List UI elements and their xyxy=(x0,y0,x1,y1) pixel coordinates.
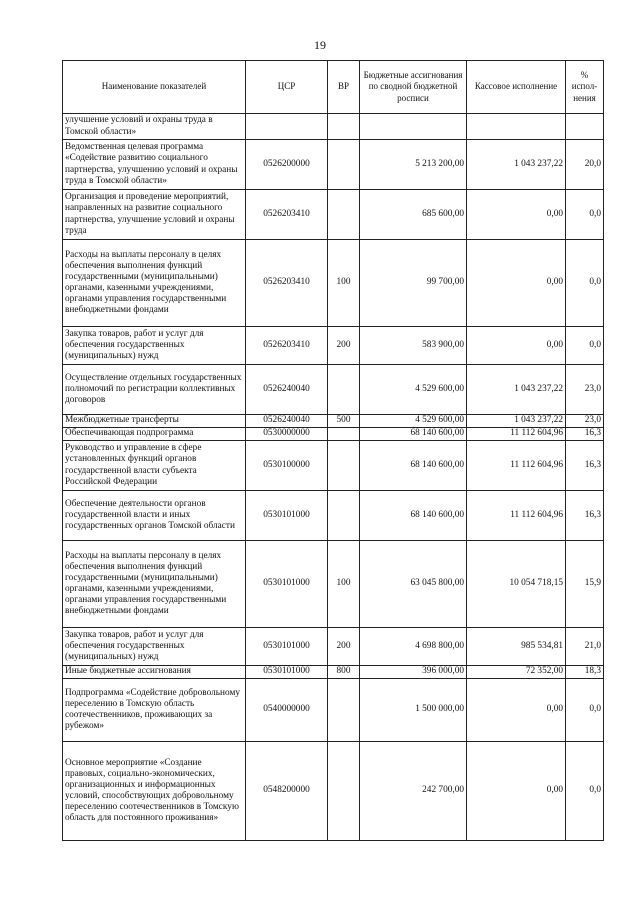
cell-vr xyxy=(328,491,360,541)
cell-assignments: 4 698 800,00 xyxy=(360,628,467,666)
cell-assignments: 583 900,00 xyxy=(360,327,467,365)
cell-name: Иные бюджетные ассигнования xyxy=(63,666,246,679)
cell-csr: 0548200000 xyxy=(246,742,328,841)
cell-cash: 0,00 xyxy=(467,190,566,240)
header-cash: Кассовое исполнение xyxy=(467,61,566,114)
cell-percent: 0,0 xyxy=(566,240,604,327)
cell-cash: 0,00 xyxy=(467,327,566,365)
cell-vr: 200 xyxy=(328,327,360,365)
cell-assignments: 4 529 600,00 xyxy=(360,415,467,428)
cell-vr xyxy=(328,679,360,742)
cell-cash: 0,00 xyxy=(467,679,566,742)
cell-cash: 0,00 xyxy=(467,240,566,327)
table-row xyxy=(63,742,604,841)
table-row xyxy=(63,190,604,240)
table-row xyxy=(63,240,604,327)
header-vr: ВР xyxy=(328,61,360,114)
budget-execution-table xyxy=(62,60,604,841)
cell-assignments: 5 213 200,00 xyxy=(360,140,467,190)
table-row xyxy=(63,491,604,541)
cell-name: Закупка товаров, работ и услуг для обеспечения государственных (муниципальных) нужд xyxy=(63,628,246,666)
page-number: 19 xyxy=(314,38,326,52)
cell-percent: 23,0 xyxy=(566,415,604,428)
cell-percent: 23,0 xyxy=(566,365,604,415)
table-row xyxy=(63,666,604,679)
cell-name: Организация и проведение мероприятий, направленных на развитие социального партнерства, улучшение условий и охраны труда xyxy=(63,190,246,240)
cell-vr xyxy=(328,114,360,140)
cell-cash: 11 112 604,96 xyxy=(467,428,566,441)
cell-percent: 16,3 xyxy=(566,441,604,491)
cell-name: Основное мероприятие «Создание правовых, социально-экономических, организационных и информационных условий, способствующих добровольному переселению соотечественников в Томскую область для постоянного проживания» xyxy=(63,742,246,841)
cell-csr: 0526240040 xyxy=(246,365,328,415)
cell-csr: 0526203410 xyxy=(246,327,328,365)
cell-name: Закупка товаров, работ и услуг для обеспечения государственных (муниципальных) нужд xyxy=(63,327,246,365)
cell-percent: 21,0 xyxy=(566,628,604,666)
cell-name: Подпрограмма «Содействие добровольному переселению в Томскую область соотечественников, проживающих за рубежом» xyxy=(63,679,246,742)
cell-csr: 0530000000 xyxy=(246,428,328,441)
cell-csr: 0530101000 xyxy=(246,491,328,541)
cell-vr xyxy=(328,742,360,841)
cell-csr: 0530101000 xyxy=(246,666,328,679)
cell-csr: 0530101000 xyxy=(246,541,328,628)
cell-vr: 500 xyxy=(328,415,360,428)
header-name: Наименование показателей xyxy=(63,61,246,114)
header-percent: % испол-нения xyxy=(566,61,604,114)
cell-name: Расходы на выплаты персоналу в целях обеспечения выполнения функций государственными (муниципальными) органами, казенными учреждениями, органами управления государственными внебюджетными фондами xyxy=(63,541,246,628)
cell-assignments xyxy=(360,114,467,140)
table-row xyxy=(63,541,604,628)
cell-assignments: 396 000,00 xyxy=(360,666,467,679)
cell-percent xyxy=(566,114,604,140)
cell-csr: 0526203410 xyxy=(246,240,328,327)
table-row xyxy=(63,327,604,365)
cell-name: Обеспечивающая подпрограмма xyxy=(63,428,246,441)
cell-vr xyxy=(328,441,360,491)
table-row xyxy=(63,628,604,666)
header-csr: ЦСР xyxy=(246,61,328,114)
table-row xyxy=(63,679,604,742)
cell-vr: 100 xyxy=(328,240,360,327)
cell-percent: 20,0 xyxy=(566,140,604,190)
cell-assignments: 63 045 800,00 xyxy=(360,541,467,628)
cell-percent: 0,0 xyxy=(566,742,604,841)
cell-csr: 0526240040 xyxy=(246,415,328,428)
table-row xyxy=(63,114,604,140)
cell-csr: 0530100000 xyxy=(246,441,328,491)
cell-percent: 0,0 xyxy=(566,327,604,365)
cell-csr: 0526200000 xyxy=(246,140,328,190)
cell-cash: 11 112 604,96 xyxy=(467,441,566,491)
cell-name: Ведомственная целевая программа «Содействие развитию социального партнерства, улучшению условий и охраны труда в Томской области» xyxy=(63,140,246,190)
cell-vr: 800 xyxy=(328,666,360,679)
cell-cash: 72 352,00 xyxy=(467,666,566,679)
cell-vr xyxy=(328,140,360,190)
cell-cash: 1 043 237,22 xyxy=(467,140,566,190)
cell-name: Межбюджетные трансферты xyxy=(63,415,246,428)
cell-name: Расходы на выплаты персоналу в целях обеспечения выполнения функций государственными (муниципальными) органами, казенными учреждениями, органами управления государственными внебюджетными фондами xyxy=(63,240,246,327)
cell-cash: 10 054 718,15 xyxy=(467,541,566,628)
cell-vr xyxy=(328,190,360,240)
table-row xyxy=(63,365,604,415)
cell-assignments: 242 700,00 xyxy=(360,742,467,841)
cell-csr: 0530101000 xyxy=(246,628,328,666)
cell-vr: 200 xyxy=(328,628,360,666)
cell-assignments: 4 529 600,00 xyxy=(360,365,467,415)
cell-name: Руководство и управление в сфере установленных функций органов государственной власти субъекта Российской Федерации xyxy=(63,441,246,491)
cell-assignments: 1 500 000,00 xyxy=(360,679,467,742)
cell-assignments: 685 600,00 xyxy=(360,190,467,240)
cell-vr: 100 xyxy=(328,541,360,628)
table-row xyxy=(63,441,604,491)
cell-csr: 0540000000 xyxy=(246,679,328,742)
cell-csr: 0526203410 xyxy=(246,190,328,240)
cell-vr xyxy=(328,365,360,415)
cell-vr xyxy=(328,428,360,441)
cell-assignments: 68 140 600,00 xyxy=(360,441,467,491)
table-row xyxy=(63,140,604,190)
cell-percent: 16,3 xyxy=(566,491,604,541)
cell-cash: 1 043 237,22 xyxy=(467,365,566,415)
cell-assignments: 99 700,00 xyxy=(360,240,467,327)
cell-cash: 1 043 237,22 xyxy=(467,415,566,428)
cell-name: Осуществление отдельных государственных полномочий по регистрации коллективных договоров xyxy=(63,365,246,415)
cell-csr xyxy=(246,114,328,140)
cell-cash: 985 534,81 xyxy=(467,628,566,666)
cell-name: Обеспечение деятельности органов государственной власти и иных государственных органов Томской области xyxy=(63,491,246,541)
cell-percent: 0,0 xyxy=(566,190,604,240)
header-assignments: Бюджетные ассигнования по сводной бюджетной росписи xyxy=(360,61,467,114)
cell-cash: 0,00 xyxy=(467,742,566,841)
table-header-row xyxy=(63,61,604,114)
cell-assignments: 68 140 600,00 xyxy=(360,428,467,441)
cell-cash xyxy=(467,114,566,140)
cell-percent: 16,3 xyxy=(566,428,604,441)
cell-assignments: 68 140 600,00 xyxy=(360,491,467,541)
table-row xyxy=(63,415,604,428)
table-row xyxy=(63,428,604,441)
cell-percent: 15,9 xyxy=(566,541,604,628)
cell-percent: 0,0 xyxy=(566,679,604,742)
cell-name: улучшение условий и охраны труда в Томской области» xyxy=(63,114,246,140)
cell-cash: 11 112 604,96 xyxy=(467,491,566,541)
cell-percent: 18,3 xyxy=(566,666,604,679)
